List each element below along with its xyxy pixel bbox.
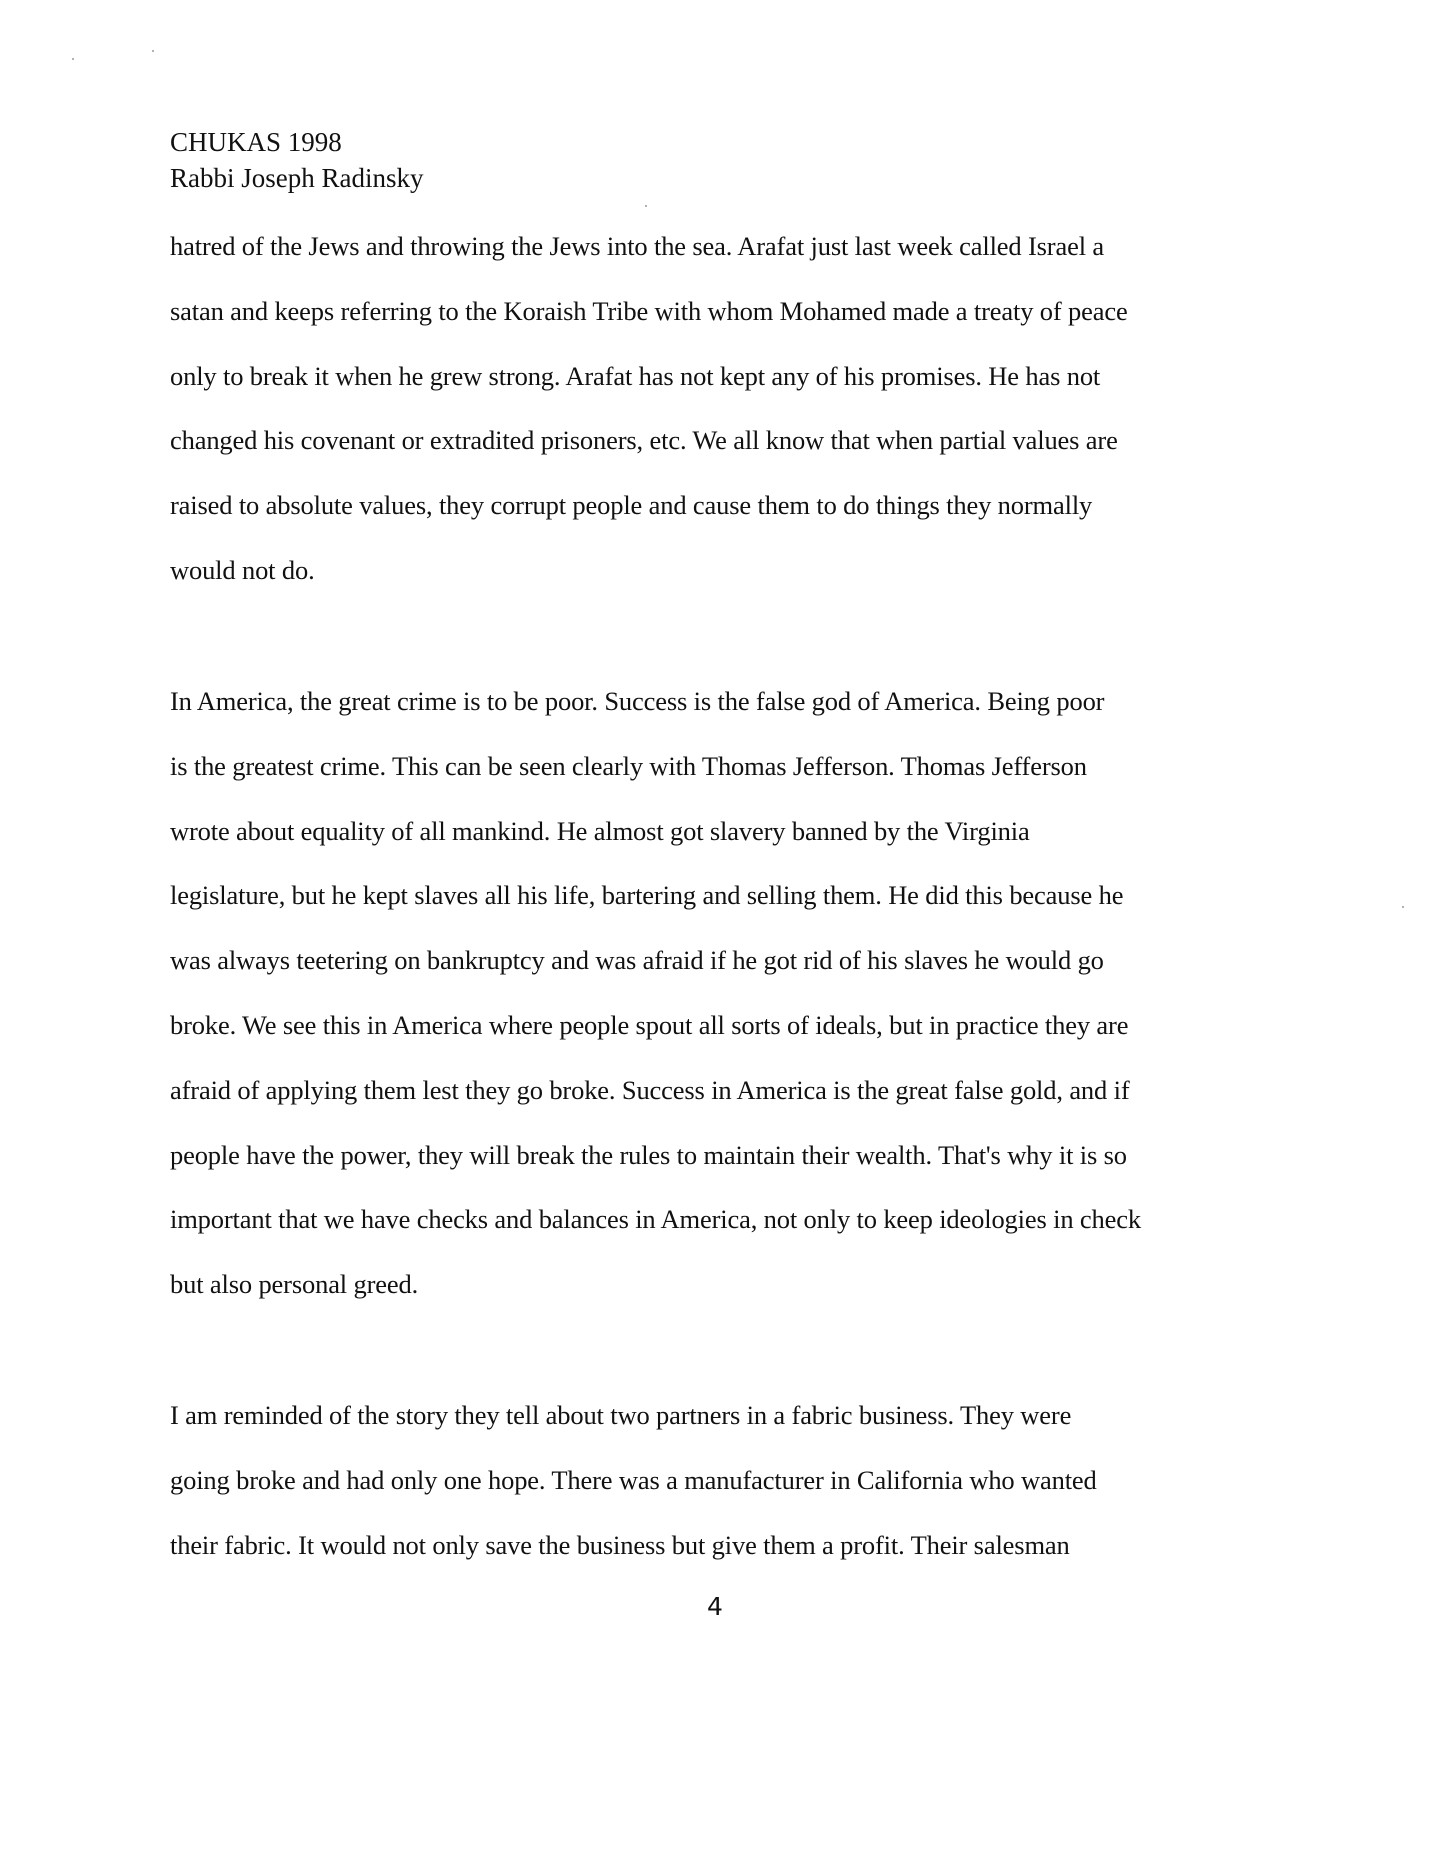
text-line: In America, the great crime is to be poor. Success is the false god of America. Being poor — [170, 686, 1105, 716]
document-title: CHUKAS 1998 — [170, 127, 342, 157]
paragraph-america — [170, 669, 1270, 1317]
text-line: changed his covenant or extradited prisoners, etc. We all know that when partial values are — [170, 425, 1118, 456]
text-line: important that we have checks and balances in America, not only to keep ideologies in check — [170, 1204, 1141, 1235]
text-line: only to break it when he grew strong. Arafat has not kept any of his promises. He has not — [170, 360, 1101, 391]
page-number: 4 — [707, 1592, 723, 1621]
text-line: was always teetering on bankruptcy and was afraid if he got rid of his slaves he would go — [170, 945, 1104, 976]
text-line: going broke and had only one hope. There was a manufacturer in California who wanted — [170, 1464, 1097, 1495]
text-line: I am reminded of the story they tell about two partners in a fabric business. They were — [170, 1400, 1072, 1430]
scan-speck — [152, 50, 154, 52]
text-line: but also personal greed. — [170, 1269, 419, 1300]
text-line: legislature, but he kept slaves all his life, bartering and selling them. He did this because he — [170, 880, 1124, 911]
text-line: their fabric. It would not only save the business but give them a profit. Their salesman — [170, 1529, 1070, 1560]
paragraph-fabric-story — [170, 1383, 1270, 1577]
text-line: hatred of the Jews and throwing the Jews into the sea. Arafat just last week called Israel a — [170, 231, 1105, 261]
text-line: people have the power, they will break the rules to maintain their wealth. That's why it is so — [170, 1139, 1127, 1170]
text-line: afraid of applying them lest they go broke. Success in America is the great false gold, and if — [170, 1074, 1130, 1105]
text-line: wrote about equality of all mankind. He almost got slavery banned by the Virginia — [170, 815, 1030, 846]
text-line: would not do. — [170, 554, 315, 585]
text-line: broke. We see this in America where people spout all sorts of ideals, but in practice they are — [170, 1009, 1129, 1040]
scan-speck — [645, 205, 647, 207]
scan-speck — [72, 58, 74, 60]
paragraph-arafat — [170, 214, 1270, 603]
text-line: satan and keeps referring to the Koraish Tribe with whom Mohamed made a treaty of peace — [170, 295, 1128, 326]
document-author: Rabbi Joseph Radinsky — [170, 163, 424, 193]
document-header — [170, 124, 424, 196]
text-line: raised to absolute values, they corrupt people and cause them to do things they normally — [170, 490, 1093, 521]
scan-speck — [1402, 906, 1404, 908]
text-line: is the greatest crime. This can be seen clearly with Thomas Jefferson. Thomas Jefferson — [170, 750, 1087, 781]
